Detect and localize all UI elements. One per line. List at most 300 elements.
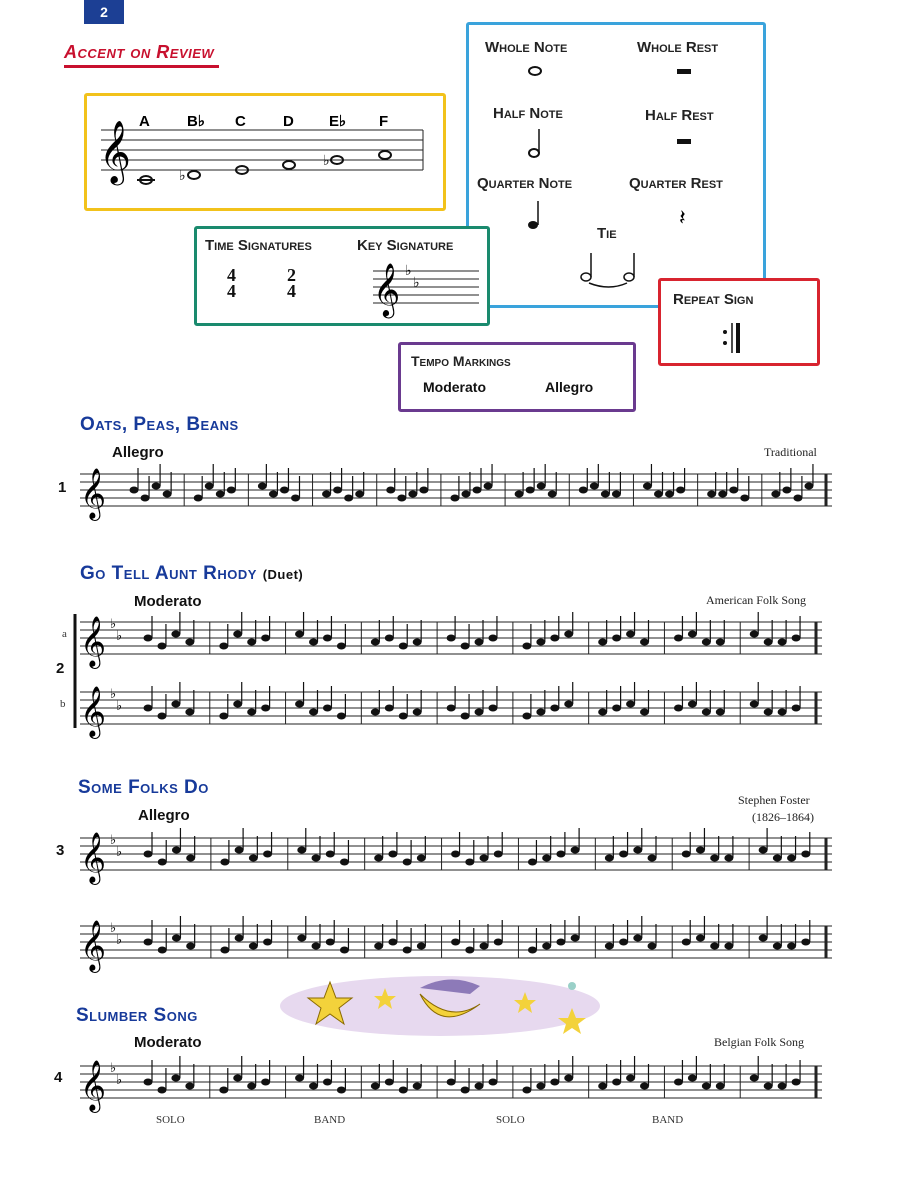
- note-head: [295, 631, 304, 638]
- tie-icon: [581, 253, 634, 287]
- note-head: [235, 847, 244, 854]
- note-head: [724, 943, 733, 950]
- note-names-box: [84, 93, 446, 211]
- note-head: [261, 635, 270, 642]
- note-head: [676, 487, 685, 494]
- note-head: [337, 713, 346, 720]
- note-head: [475, 639, 484, 646]
- treble-clef-icon: 𝄞: [80, 920, 107, 971]
- note-head: [144, 1079, 153, 1086]
- note-head: [295, 1075, 304, 1082]
- note-head: [633, 847, 642, 854]
- header-title: Accent on Review: [64, 42, 215, 62]
- note-head: [371, 709, 380, 716]
- note-head: [397, 495, 406, 502]
- note-head: [220, 947, 229, 954]
- note-head: [619, 939, 628, 946]
- note-head: [158, 947, 167, 954]
- key-signature-label: Key Signature: [357, 237, 454, 254]
- flat-icon: ♭: [116, 628, 123, 643]
- note-head: [385, 1079, 394, 1086]
- note-head: [515, 491, 524, 498]
- note-head: [233, 701, 242, 708]
- note-head: [640, 639, 649, 646]
- note-head: [612, 491, 621, 498]
- note-head: [674, 705, 683, 712]
- flat-icon: ♭: [323, 152, 330, 168]
- note-head: [447, 705, 456, 712]
- note-head: [804, 483, 813, 490]
- time-sig-bottom: 4: [227, 281, 236, 301]
- part-label-b: b: [60, 698, 66, 710]
- note-head: [374, 943, 383, 950]
- note-head: [323, 635, 332, 642]
- tempo-marking: Moderato: [134, 1034, 202, 1051]
- time-signature-2-4: [287, 267, 296, 299]
- note-head: [626, 701, 635, 708]
- flat-icon: ♭: [110, 920, 117, 935]
- note-head: [419, 487, 428, 494]
- note-head: [537, 483, 546, 490]
- note-head: [522, 1087, 531, 1094]
- note-head: [612, 705, 621, 712]
- treble-clef-icon: 𝄞: [80, 616, 107, 667]
- note-head: [333, 487, 342, 494]
- note-head: [263, 851, 272, 858]
- note-head: [488, 635, 497, 642]
- treble-clef-icon: 𝄞: [80, 832, 107, 883]
- note-head: [475, 1083, 484, 1090]
- quarter-rest-label: Quarter Rest: [629, 175, 723, 192]
- note-head: [451, 851, 460, 858]
- note-head: [782, 487, 791, 494]
- exercise-number: 4: [54, 1069, 63, 1086]
- whole-rest-icon: [677, 69, 691, 74]
- note-head: [385, 635, 394, 642]
- note-head: [648, 943, 657, 950]
- repeat-sign-label: Repeat Sign: [673, 291, 754, 308]
- note-label-eflat: E♭: [329, 113, 347, 130]
- note-head: [461, 491, 470, 498]
- note-head: [413, 1083, 422, 1090]
- note-head: [696, 935, 705, 942]
- note-head: [764, 709, 773, 716]
- note-head: [778, 1083, 787, 1090]
- treble-clef-icon: 𝄞: [373, 262, 401, 316]
- note-head: [205, 483, 214, 490]
- flat-icon: ♭: [110, 832, 117, 847]
- note-head: [247, 639, 256, 646]
- song-title: [80, 563, 303, 585]
- note-head: [233, 631, 242, 638]
- repeat-sign-icon: [721, 321, 751, 355]
- dot-icon: [568, 982, 576, 990]
- note-head: [417, 855, 426, 862]
- note-head: [403, 859, 412, 866]
- note-head: [261, 705, 270, 712]
- note-head: [550, 705, 559, 712]
- song-title: Some Folks Do: [78, 777, 209, 798]
- note-head: [461, 643, 470, 650]
- note-head: [475, 709, 484, 716]
- note-head: [612, 1079, 621, 1086]
- music-staff: [80, 824, 832, 884]
- note-head: [280, 487, 289, 494]
- note-head: [702, 1083, 711, 1090]
- note-head: [688, 1075, 697, 1082]
- note-head: [648, 855, 657, 862]
- note-head: [729, 487, 738, 494]
- note-head: [696, 847, 705, 854]
- whole-note-icon: [529, 67, 541, 75]
- note-head: [322, 491, 331, 498]
- note-head: [386, 487, 395, 494]
- note-head: [473, 487, 482, 494]
- treble-clef-icon: 𝄞: [80, 468, 107, 519]
- note-head: [450, 495, 459, 502]
- note-head: [258, 483, 267, 490]
- note-head: [157, 1087, 166, 1094]
- note-head: [323, 1079, 332, 1086]
- note-head: [185, 709, 194, 716]
- note-head: [548, 491, 557, 498]
- note-head: [158, 859, 167, 866]
- note-head: [764, 639, 773, 646]
- note-head: [227, 487, 236, 494]
- time-sig-bottom: 4: [287, 281, 296, 301]
- note-head: [247, 1083, 256, 1090]
- whole-rest-label: Whole Rest: [637, 39, 719, 56]
- note-head: [801, 939, 810, 946]
- exercise-number: 3: [56, 842, 65, 859]
- note-head: [787, 855, 796, 862]
- note-head: [326, 851, 335, 858]
- note-head: [740, 495, 749, 502]
- flat-icon: ♭: [116, 844, 123, 859]
- note-head: [219, 1087, 228, 1094]
- note-head: [682, 939, 691, 946]
- tempo-marking: Allegro: [112, 444, 164, 461]
- note-head: [220, 859, 229, 866]
- note-head: [688, 631, 697, 638]
- time-signature-4-4: [227, 267, 236, 299]
- note-head: [144, 635, 153, 642]
- note-head: [309, 1083, 318, 1090]
- note-head: [488, 705, 497, 712]
- note-head: [233, 1075, 242, 1082]
- note-head: [172, 935, 181, 942]
- note-head: [408, 491, 417, 498]
- flat-icon: ♭: [116, 698, 123, 713]
- note-head: [247, 709, 256, 716]
- note-head: [665, 491, 674, 498]
- note-head: [682, 851, 691, 858]
- note-head: [261, 1079, 270, 1086]
- quarter-note-label: Quarter Note: [477, 175, 573, 192]
- note-head: [219, 643, 228, 650]
- song-title: Oats, Peas, Beans: [80, 414, 239, 435]
- band-label: BAND: [652, 1114, 684, 1126]
- note-head: [480, 943, 489, 950]
- half-rest-icon: [677, 139, 691, 144]
- note-head: [750, 631, 759, 638]
- music-staff: [80, 678, 822, 738]
- note-head: [374, 855, 383, 862]
- half-rest-label: Half Rest: [645, 107, 714, 124]
- note-label-d: D: [283, 113, 294, 130]
- note-head: [144, 851, 153, 858]
- note-head: [413, 639, 422, 646]
- note-head: [643, 483, 652, 490]
- song-credit: Belgian Folk Song: [714, 1035, 805, 1049]
- note-head: [764, 1083, 773, 1090]
- note-head: [564, 631, 573, 638]
- note-head: [399, 1087, 408, 1094]
- note-head: [249, 855, 258, 862]
- note-head: [451, 939, 460, 946]
- note-head: [771, 491, 780, 498]
- note-head: [626, 631, 635, 638]
- solo-label: SOLO: [156, 1114, 185, 1126]
- note-head: [590, 483, 599, 490]
- note-head: [605, 943, 614, 950]
- note-head: [297, 847, 306, 854]
- note-head: [465, 947, 474, 954]
- treble-clef-icon: 𝄞: [80, 1060, 107, 1111]
- band-label: BAND: [314, 1114, 346, 1126]
- note-head: [323, 705, 332, 712]
- note-head: [619, 851, 628, 858]
- note-head: [263, 939, 272, 946]
- half-note-label: Half Note: [493, 105, 563, 122]
- note-head: [626, 1075, 635, 1082]
- music-staff: [80, 608, 822, 668]
- note-head: [269, 491, 278, 498]
- note-head: [550, 1079, 559, 1086]
- note-head: [718, 491, 727, 498]
- quarter-note-icon: [528, 201, 538, 229]
- note-head: [172, 847, 181, 854]
- note-head: [640, 709, 649, 716]
- note-head: [413, 709, 422, 716]
- note-head: [494, 851, 503, 858]
- note-head: [759, 935, 768, 942]
- tempo-moderato: Moderato: [423, 379, 486, 395]
- time-sig-top: 2: [287, 265, 296, 285]
- time-sig-top: 4: [227, 265, 236, 285]
- note-head: [724, 855, 733, 862]
- note-head: [598, 1083, 607, 1090]
- note-head: [488, 1079, 497, 1086]
- header-underline: [64, 65, 219, 68]
- flat-icon: ♭: [110, 616, 117, 631]
- note-head: [707, 491, 716, 498]
- note-head: [571, 847, 580, 854]
- note-head: [403, 947, 412, 954]
- note-head: [773, 855, 782, 862]
- note-head: [536, 1083, 545, 1090]
- note-head: [297, 935, 306, 942]
- note-head: [688, 701, 697, 708]
- note-head: [337, 643, 346, 650]
- note-head: [186, 943, 195, 950]
- note-head: [674, 1079, 683, 1086]
- part-label-a: a: [62, 628, 67, 640]
- note-head: [163, 491, 172, 498]
- song-credit: Traditional: [764, 445, 817, 459]
- note-head: [571, 935, 580, 942]
- note-head: [447, 1079, 456, 1086]
- exercise-number: 1: [58, 479, 67, 496]
- stars-moon-illustration: [270, 964, 610, 1044]
- note-head: [564, 701, 573, 708]
- treble-clef-icon: 𝄞: [80, 686, 107, 737]
- note-head: [171, 631, 180, 638]
- note-head: [598, 709, 607, 716]
- note-label-f: F: [379, 113, 389, 130]
- note-head: [157, 643, 166, 650]
- key-signature-staff: [373, 259, 483, 319]
- song-credit-years: (1826–1864): [752, 810, 814, 824]
- note-head: [702, 639, 711, 646]
- note-head: [186, 855, 195, 862]
- note-head: [792, 705, 801, 712]
- note-head: [340, 859, 349, 866]
- note-head: [309, 709, 318, 716]
- tempo-markings-label: Tempo Markings: [411, 353, 511, 369]
- note-head: [291, 495, 300, 502]
- note-head: [447, 635, 456, 642]
- note-head: [388, 939, 397, 946]
- note-head: [185, 639, 194, 646]
- note-head: [344, 495, 353, 502]
- note-head: [219, 713, 228, 720]
- note-head: [522, 713, 531, 720]
- note-label-a: A: [139, 113, 150, 130]
- note-head: [484, 483, 493, 490]
- song-credit: Stephen Foster: [738, 793, 810, 807]
- section-header: [64, 42, 219, 68]
- note-head: [654, 491, 663, 498]
- tempo-marking: Allegro: [138, 807, 190, 824]
- note-head: [640, 1083, 649, 1090]
- note-head: [144, 705, 153, 712]
- note-head: [337, 1087, 346, 1094]
- note-head: [144, 939, 153, 946]
- note-label-bflat: B♭: [187, 113, 205, 130]
- flat-icon: ♭: [110, 686, 117, 701]
- note-head: [185, 1083, 194, 1090]
- note-head: [792, 1079, 801, 1086]
- repeat-sign-box: [658, 278, 820, 366]
- song-credit: American Folk Song: [706, 593, 806, 607]
- note-names-staff: [87, 96, 443, 208]
- song-title: Slumber Song: [76, 1005, 198, 1026]
- note-head: [702, 709, 711, 716]
- note-head: [605, 855, 614, 862]
- note-head: [542, 943, 551, 950]
- note-head: [235, 935, 244, 942]
- note-head: [461, 1087, 470, 1094]
- tempo-allegro: Allegro: [545, 379, 594, 395]
- time-signatures-label: Time Signatures: [205, 237, 312, 254]
- note-head: [710, 855, 719, 862]
- flat-icon: ♭: [116, 1072, 123, 1087]
- note-head: [601, 491, 610, 498]
- page-number: 2: [84, 0, 124, 24]
- solo-label: SOLO: [496, 1114, 525, 1126]
- note-head: [633, 935, 642, 942]
- flat-icon: ♭: [413, 274, 420, 290]
- tempo-markings-box: [398, 342, 636, 412]
- note-head: [787, 943, 796, 950]
- note-head: [536, 639, 545, 646]
- note-head: [674, 635, 683, 642]
- note-head: [399, 713, 408, 720]
- note-head: [385, 705, 394, 712]
- tie-label: Tie: [597, 225, 617, 242]
- note-head: [371, 1083, 380, 1090]
- note-head: [716, 709, 725, 716]
- note-head: [340, 947, 349, 954]
- note-head: [778, 709, 787, 716]
- note-head: [355, 491, 364, 498]
- note-head: [216, 491, 225, 498]
- song-title-suffix: (Duet): [262, 567, 304, 582]
- note-head: [326, 939, 335, 946]
- note-head: [461, 713, 470, 720]
- note-head: [171, 701, 180, 708]
- flat-icon: ♭: [405, 262, 412, 278]
- note-head: [759, 847, 768, 854]
- note-head: [792, 635, 801, 642]
- note-head: [494, 939, 503, 946]
- note-head: [152, 483, 161, 490]
- note-head: [130, 487, 139, 494]
- note-head: [542, 855, 551, 862]
- note-head: [536, 709, 545, 716]
- note-head: [249, 943, 258, 950]
- note-head: [556, 939, 565, 946]
- signatures-box: [194, 226, 490, 326]
- note-head: [612, 635, 621, 642]
- note-head: [750, 1075, 759, 1082]
- note-head: [417, 943, 426, 950]
- note-head: [141, 495, 150, 502]
- note-head: [528, 947, 537, 954]
- tempo-marking: Moderato: [134, 593, 202, 610]
- note-head: [550, 635, 559, 642]
- note-head: [710, 943, 719, 950]
- music-staff: [80, 460, 832, 520]
- note-head: [556, 851, 565, 858]
- system-brace-icon: [70, 610, 78, 732]
- note-head: [528, 859, 537, 866]
- note-head: [194, 495, 203, 502]
- note-head: [778, 639, 787, 646]
- note-head: [716, 639, 725, 646]
- note-label-c: C: [235, 113, 246, 130]
- note-head: [157, 713, 166, 720]
- note-head: [371, 639, 380, 646]
- flat-icon: ♭: [179, 167, 186, 183]
- note-head: [309, 639, 318, 646]
- note-head: [522, 643, 531, 650]
- note-head: [526, 487, 535, 494]
- note-head: [399, 643, 408, 650]
- song-title-text: Go Tell Aunt Rhody: [80, 563, 257, 584]
- note-head: [716, 1083, 725, 1090]
